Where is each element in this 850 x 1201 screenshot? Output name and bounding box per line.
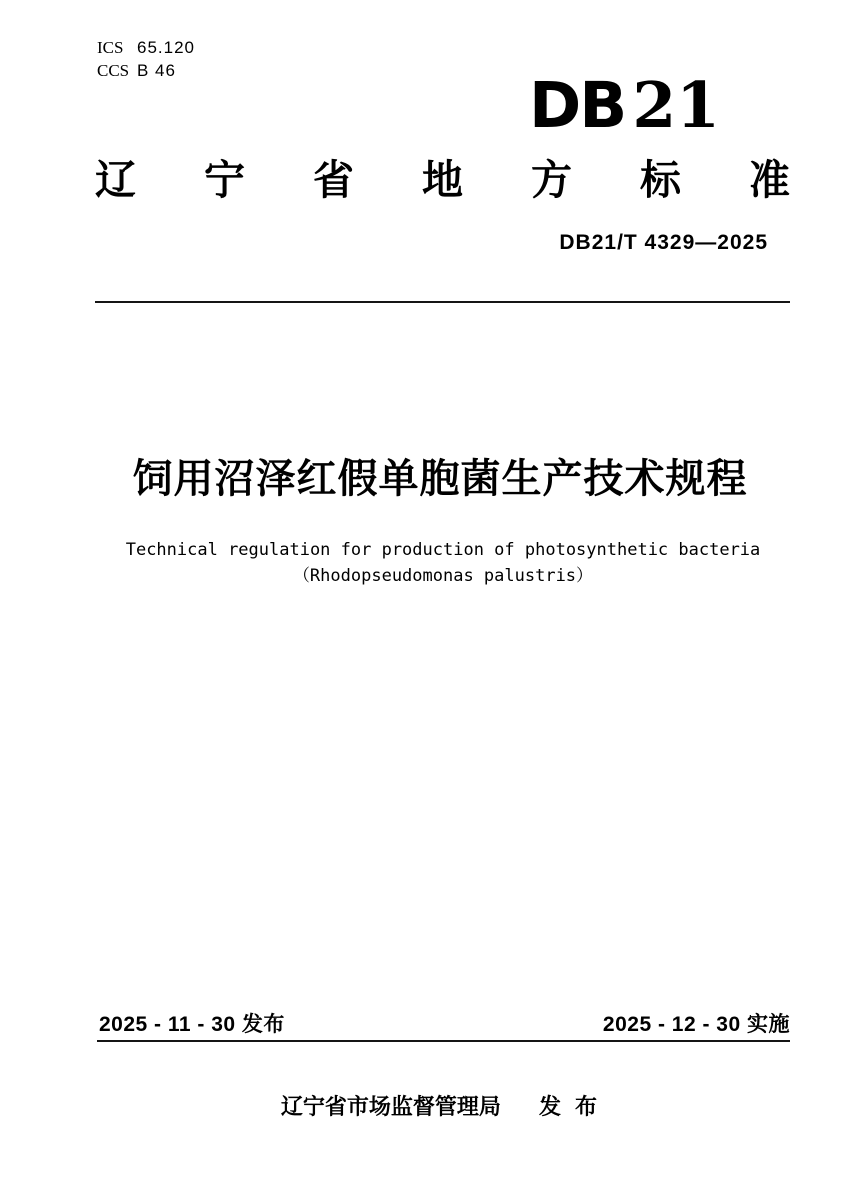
implement-date: 2025 - 12 - 30 实施 bbox=[602, 1013, 790, 1036]
standard-type-char: 宁 bbox=[204, 157, 245, 203]
db-logo-letters: DB bbox=[529, 69, 626, 142]
db-logo-region-number: 21 bbox=[632, 68, 720, 142]
ics-code: 65.120 bbox=[137, 38, 195, 57]
header-divider bbox=[95, 301, 790, 303]
issue-label: 发 布 bbox=[538, 1094, 600, 1119]
publisher-row bbox=[75, 1090, 805, 1121]
standard-type-char: 省 bbox=[313, 157, 354, 203]
standard-type-char: 方 bbox=[531, 157, 572, 203]
standard-number: DB21/T 4329—2025 bbox=[559, 231, 768, 254]
ics-label: ICS bbox=[97, 38, 124, 57]
publish-date: 2025 - 11 - 30 发布 bbox=[99, 1013, 285, 1036]
footer-divider bbox=[97, 1040, 790, 1042]
standard-type-char: 准 bbox=[749, 157, 790, 203]
title-english bbox=[78, 537, 808, 589]
title-english-line2: （Rhodopseudomonas palustris） bbox=[292, 566, 594, 586]
ccs-label: CCS bbox=[97, 61, 130, 80]
ccs-code: B 46 bbox=[137, 61, 176, 80]
title-english-line1: Technical regulation for production of photosynthetic bacteria bbox=[125, 540, 761, 560]
standard-type-char: 辽 bbox=[95, 157, 136, 203]
standard-type-char: 标 bbox=[640, 157, 681, 203]
issuer-name: 辽宁省市场监督管理局 bbox=[280, 1094, 501, 1119]
ccs-row bbox=[97, 59, 195, 82]
standard-type-row bbox=[95, 158, 790, 203]
classification-block bbox=[97, 36, 195, 82]
dates-row bbox=[99, 1008, 790, 1038]
title-chinese: 饲用沼泽红假单胞菌生产技术规程 bbox=[132, 457, 748, 501]
standard-type-char: 地 bbox=[422, 157, 463, 203]
db21-logo bbox=[529, 68, 720, 142]
ics-row bbox=[97, 36, 195, 59]
